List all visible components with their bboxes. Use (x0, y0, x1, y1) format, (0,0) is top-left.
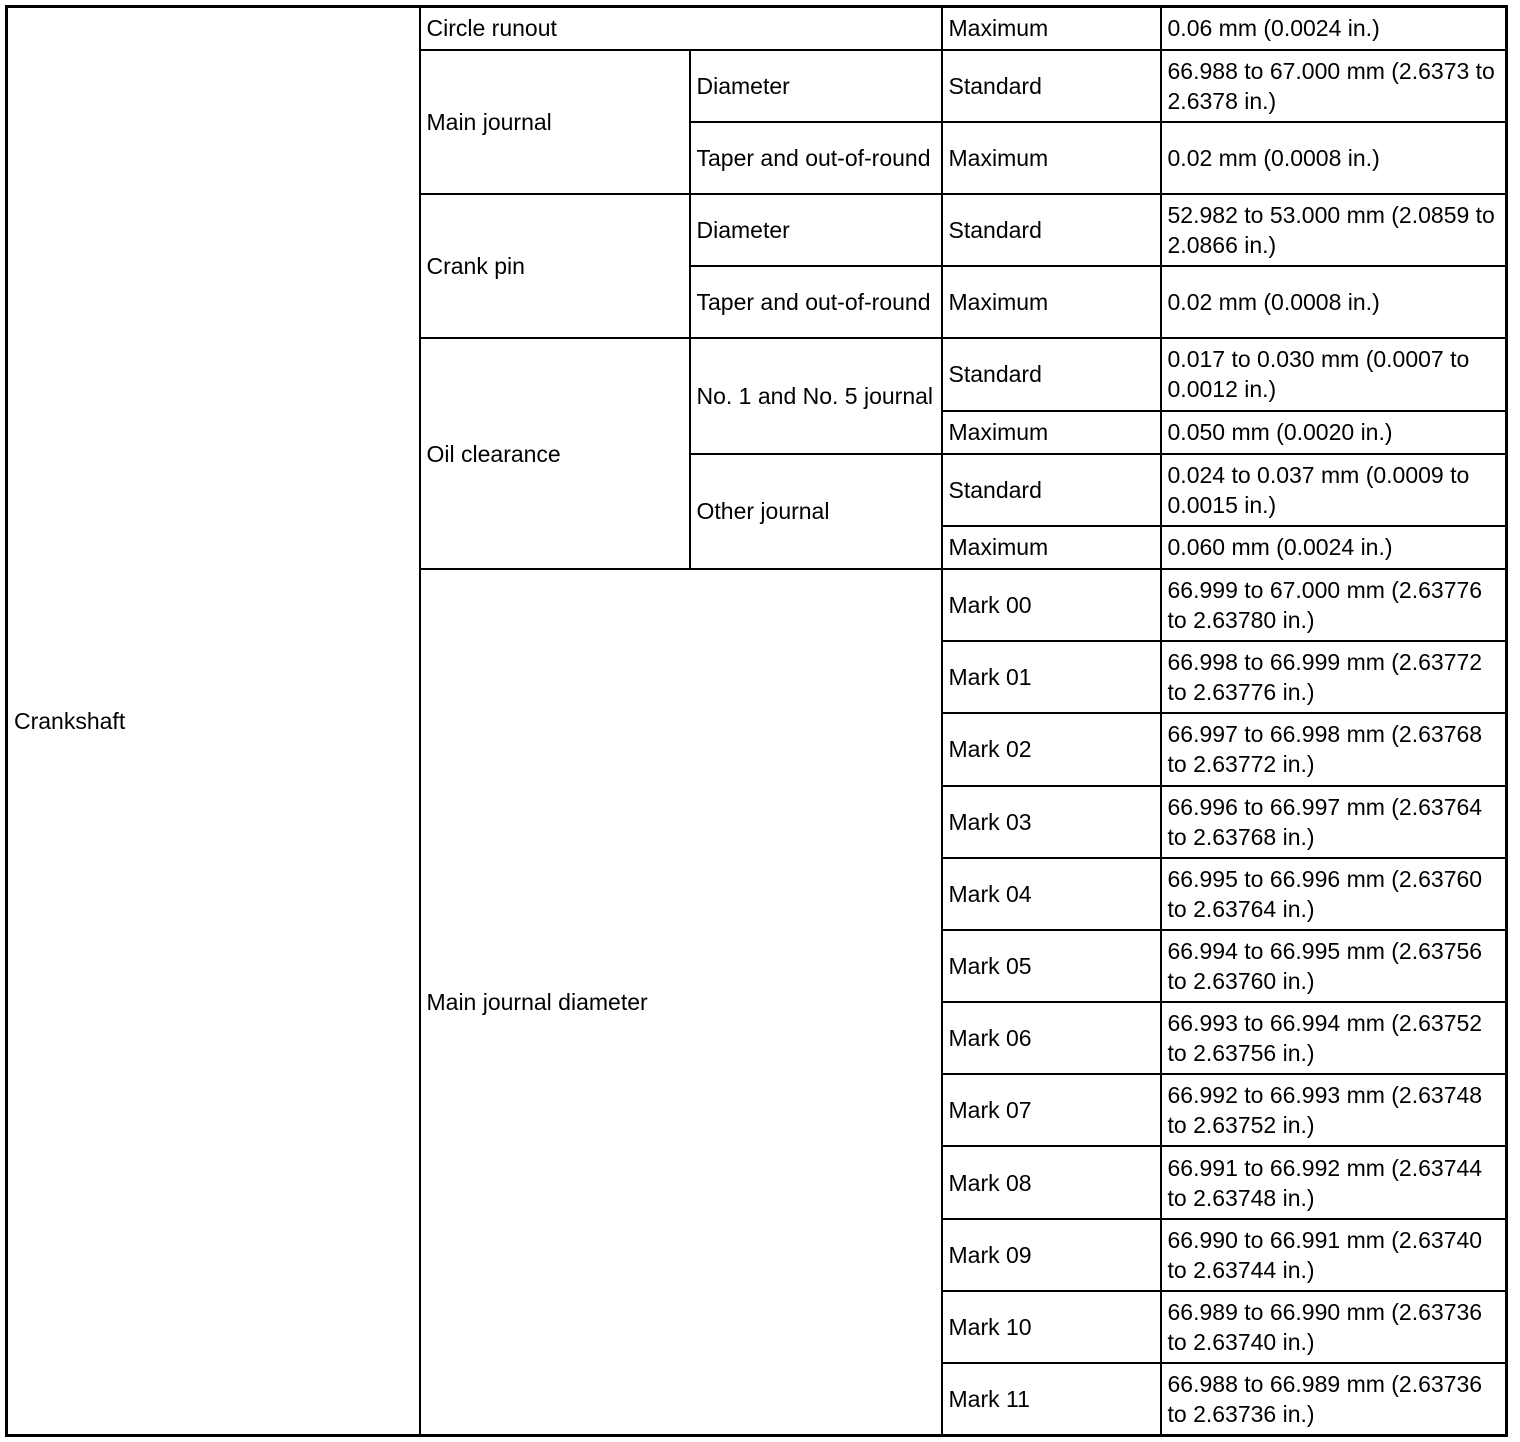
mark-label: Mark 09 (942, 1219, 1161, 1291)
mark-label: Mark 10 (942, 1291, 1161, 1363)
mark-value: 66.988 to 66.989 mm (2.63736 to 2.63736 in.) (1161, 1363, 1507, 1435)
sub-item-taper: Taper and out-of-round (690, 122, 942, 194)
sub-item-no1-no5-journal: No. 1 and No. 5 journal (690, 338, 942, 453)
mark-label: Mark 03 (942, 786, 1161, 858)
spec-type: Maximum (942, 411, 1161, 454)
spec-value: 0.050 mm (0.0020 in.) (1161, 411, 1507, 454)
mark-label: Mark 00 (942, 569, 1161, 641)
mark-label: Mark 04 (942, 858, 1161, 930)
mark-value: 66.998 to 66.999 mm (2.63772 to 2.63776 in.) (1161, 641, 1507, 713)
spec-value: 0.06 mm (0.0024 in.) (1161, 7, 1507, 50)
spec-value: 52.982 to 53.000 mm (2.0859 to 2.0866 in.) (1161, 194, 1507, 266)
spec-type: Standard (942, 194, 1161, 266)
mark-value: 66.996 to 66.997 mm (2.63764 to 2.63768 in.) (1161, 786, 1507, 858)
mark-value: 66.990 to 66.991 mm (2.63740 to 2.63744 in.) (1161, 1219, 1507, 1291)
mark-label: Mark 11 (942, 1363, 1161, 1435)
mark-value: 66.997 to 66.998 mm (2.63768 to 2.63772 in.) (1161, 713, 1507, 785)
mark-value: 66.994 to 66.995 mm (2.63756 to 2.63760 in.) (1161, 930, 1507, 1002)
sub-item-diameter: Diameter (690, 50, 942, 122)
spec-type: Standard (942, 454, 1161, 526)
sub-item-diameter: Diameter (690, 194, 942, 266)
spec-type: Standard (942, 338, 1161, 410)
spec-value: 0.024 to 0.037 mm (0.0009 to 0.0015 in.) (1161, 454, 1507, 526)
mark-label: Mark 08 (942, 1146, 1161, 1218)
mark-label: Mark 06 (942, 1002, 1161, 1074)
item-main-journal-diameter: Main journal diameter (420, 569, 942, 1436)
spec-value: 0.02 mm (0.0008 in.) (1161, 122, 1507, 194)
mark-label: Mark 05 (942, 930, 1161, 1002)
item-main-journal: Main journal (420, 50, 690, 194)
mark-value: 66.993 to 66.994 mm (2.63752 to 2.63756 in.) (1161, 1002, 1507, 1074)
mark-label: Mark 01 (942, 641, 1161, 713)
component-cell: Crankshaft (7, 7, 420, 1436)
spec-type: Standard (942, 50, 1161, 122)
spec-value: 0.02 mm (0.0008 in.) (1161, 266, 1507, 338)
mark-label: Mark 07 (942, 1074, 1161, 1146)
mark-value: 66.992 to 66.993 mm (2.63748 to 2.63752 in.) (1161, 1074, 1507, 1146)
spec-type: Maximum (942, 122, 1161, 194)
sub-item-other-journal: Other journal (690, 454, 942, 569)
mark-value: 66.989 to 66.990 mm (2.63736 to 2.63740 in.) (1161, 1291, 1507, 1363)
item-oil-clearance: Oil clearance (420, 338, 690, 569)
mark-label: Mark 02 (942, 713, 1161, 785)
crankshaft-spec-table (5, 5, 1508, 1437)
sub-item-taper: Taper and out-of-round (690, 266, 942, 338)
table-row (7, 7, 1507, 50)
mark-value: 66.999 to 67.000 mm (2.63776 to 2.63780 in.) (1161, 569, 1507, 641)
spec-type: Maximum (942, 526, 1161, 569)
mark-value: 66.995 to 66.996 mm (2.63760 to 2.63764 in.) (1161, 858, 1507, 930)
item-circle-runout: Circle runout (420, 7, 942, 50)
spec-value: 0.017 to 0.030 mm (0.0007 to 0.0012 in.) (1161, 338, 1507, 410)
spec-value: 0.060 mm (0.0024 in.) (1161, 526, 1507, 569)
spec-value: 66.988 to 67.000 mm (2.6373 to 2.6378 in.) (1161, 50, 1507, 122)
item-crank-pin: Crank pin (420, 194, 690, 338)
mark-value: 66.991 to 66.992 mm (2.63744 to 2.63748 in.) (1161, 1146, 1507, 1218)
spec-type: Maximum (942, 266, 1161, 338)
spec-type: Maximum (942, 7, 1161, 50)
